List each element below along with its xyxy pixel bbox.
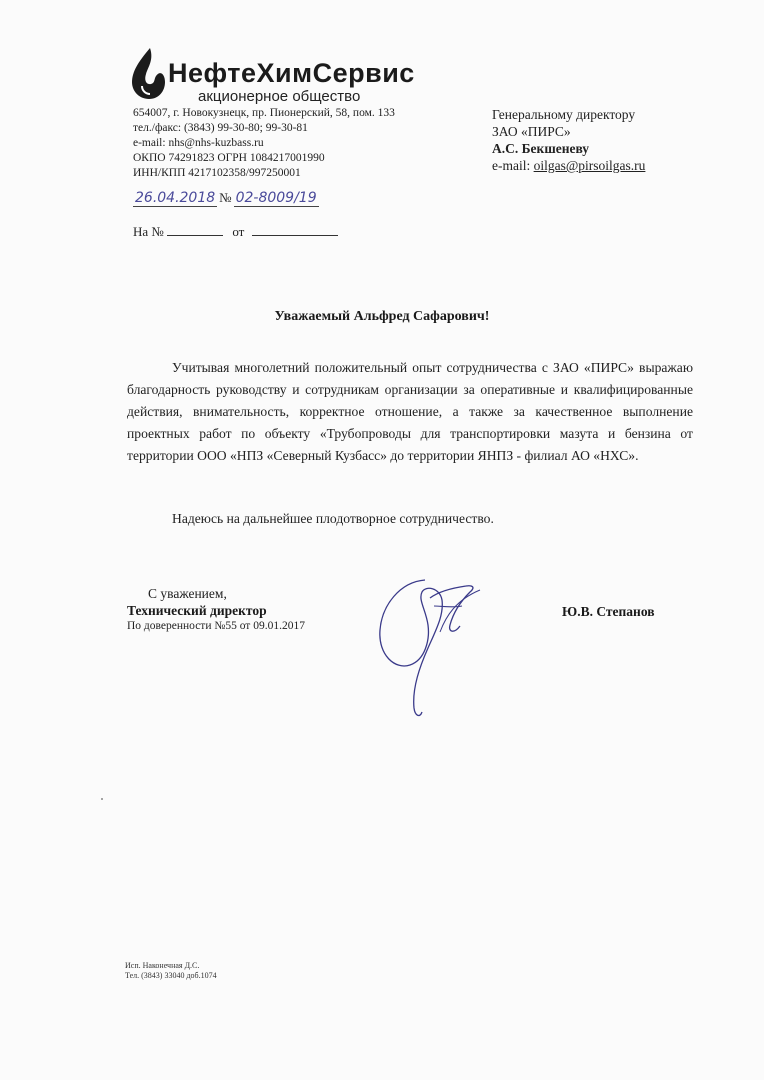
- handwritten-signature: [370, 570, 500, 720]
- incoming-from-label: от: [232, 224, 245, 239]
- recipient-email-line: [492, 157, 645, 174]
- signatory-proxy: По доверенности №55 от 09.01.2017: [127, 620, 305, 632]
- scan-speck: [101, 798, 103, 800]
- signatory-name: Ю.В. Степанов: [562, 604, 655, 619]
- company-name: НефтеХимСервис: [168, 58, 415, 88]
- regards: С уважением,: [148, 586, 227, 601]
- incoming-no-blank: [167, 235, 223, 236]
- company-type: акционерное общество: [198, 88, 361, 105]
- executor-name: Исп. Наконечная Д.С.: [125, 961, 200, 970]
- recipient-details: [492, 106, 645, 174]
- sender-codes: ОКПО 74291823 ОГРН 1084217001990: [133, 152, 325, 164]
- sender-address: 654007, г. Новокузнецк, пр. Пионерский, 58, пом. 133: [133, 107, 395, 119]
- sender-phone: тел./факс: (3843) 99-30-80; 99-30-81: [133, 122, 308, 134]
- sender-inn: ИНН/КПП 4217102358/997250001: [133, 167, 301, 179]
- recipient-email-label: e-mail:: [492, 158, 534, 173]
- letter-greeting: Уважаемый Альфред Сафарович!: [274, 309, 490, 324]
- recipient-position: Генеральному директору: [492, 107, 636, 122]
- letter-body: Учитывая многолетний положительный опыт сотрудничества с ЗАО «ПИРС» выражаю благодарность руководству и сотрудникам организации за оперативные и квалифицированные действия, внимательность, корректное отношение, а также за качественное выполнение проектных работ по объекту «Трубопроводы для транспортировки мазута и бензина от территории ООО «НПЗ «Северный Кузбасс» до территории ЯНПЗ - филиал АО «НХС».: [127, 360, 693, 463]
- outgoing-reference: [133, 190, 319, 206]
- company-logo: [128, 46, 428, 106]
- oil-drop-flame-icon: [128, 46, 168, 100]
- sender-details: [133, 106, 395, 181]
- recipient-company: ЗАО «ПИРС»: [492, 124, 571, 139]
- incoming-no-label: На №: [133, 224, 164, 239]
- sender-email: e-mail: nhs@nhs-kuzbass.ru: [133, 137, 264, 149]
- signatory-title: Технический директор: [127, 603, 267, 618]
- executor-phone: Тел. (3843) 33040 доб.1074: [125, 971, 217, 980]
- incoming-date-blank: [252, 235, 338, 236]
- outgoing-number: 02-8009/19: [235, 190, 317, 206]
- number-sign: №: [219, 190, 232, 205]
- recipient-email-link[interactable]: oilgas@pirsoilgas.ru: [533, 158, 646, 173]
- outgoing-date: 26.04.2018: [135, 190, 216, 206]
- recipient-name: А.С. Бекшеневу: [492, 141, 590, 156]
- letter-closing: Надеюсь на дальнейшее плодотворное сотрудничество.: [172, 511, 494, 526]
- incoming-reference: [133, 224, 338, 240]
- executor-info: [125, 961, 217, 981]
